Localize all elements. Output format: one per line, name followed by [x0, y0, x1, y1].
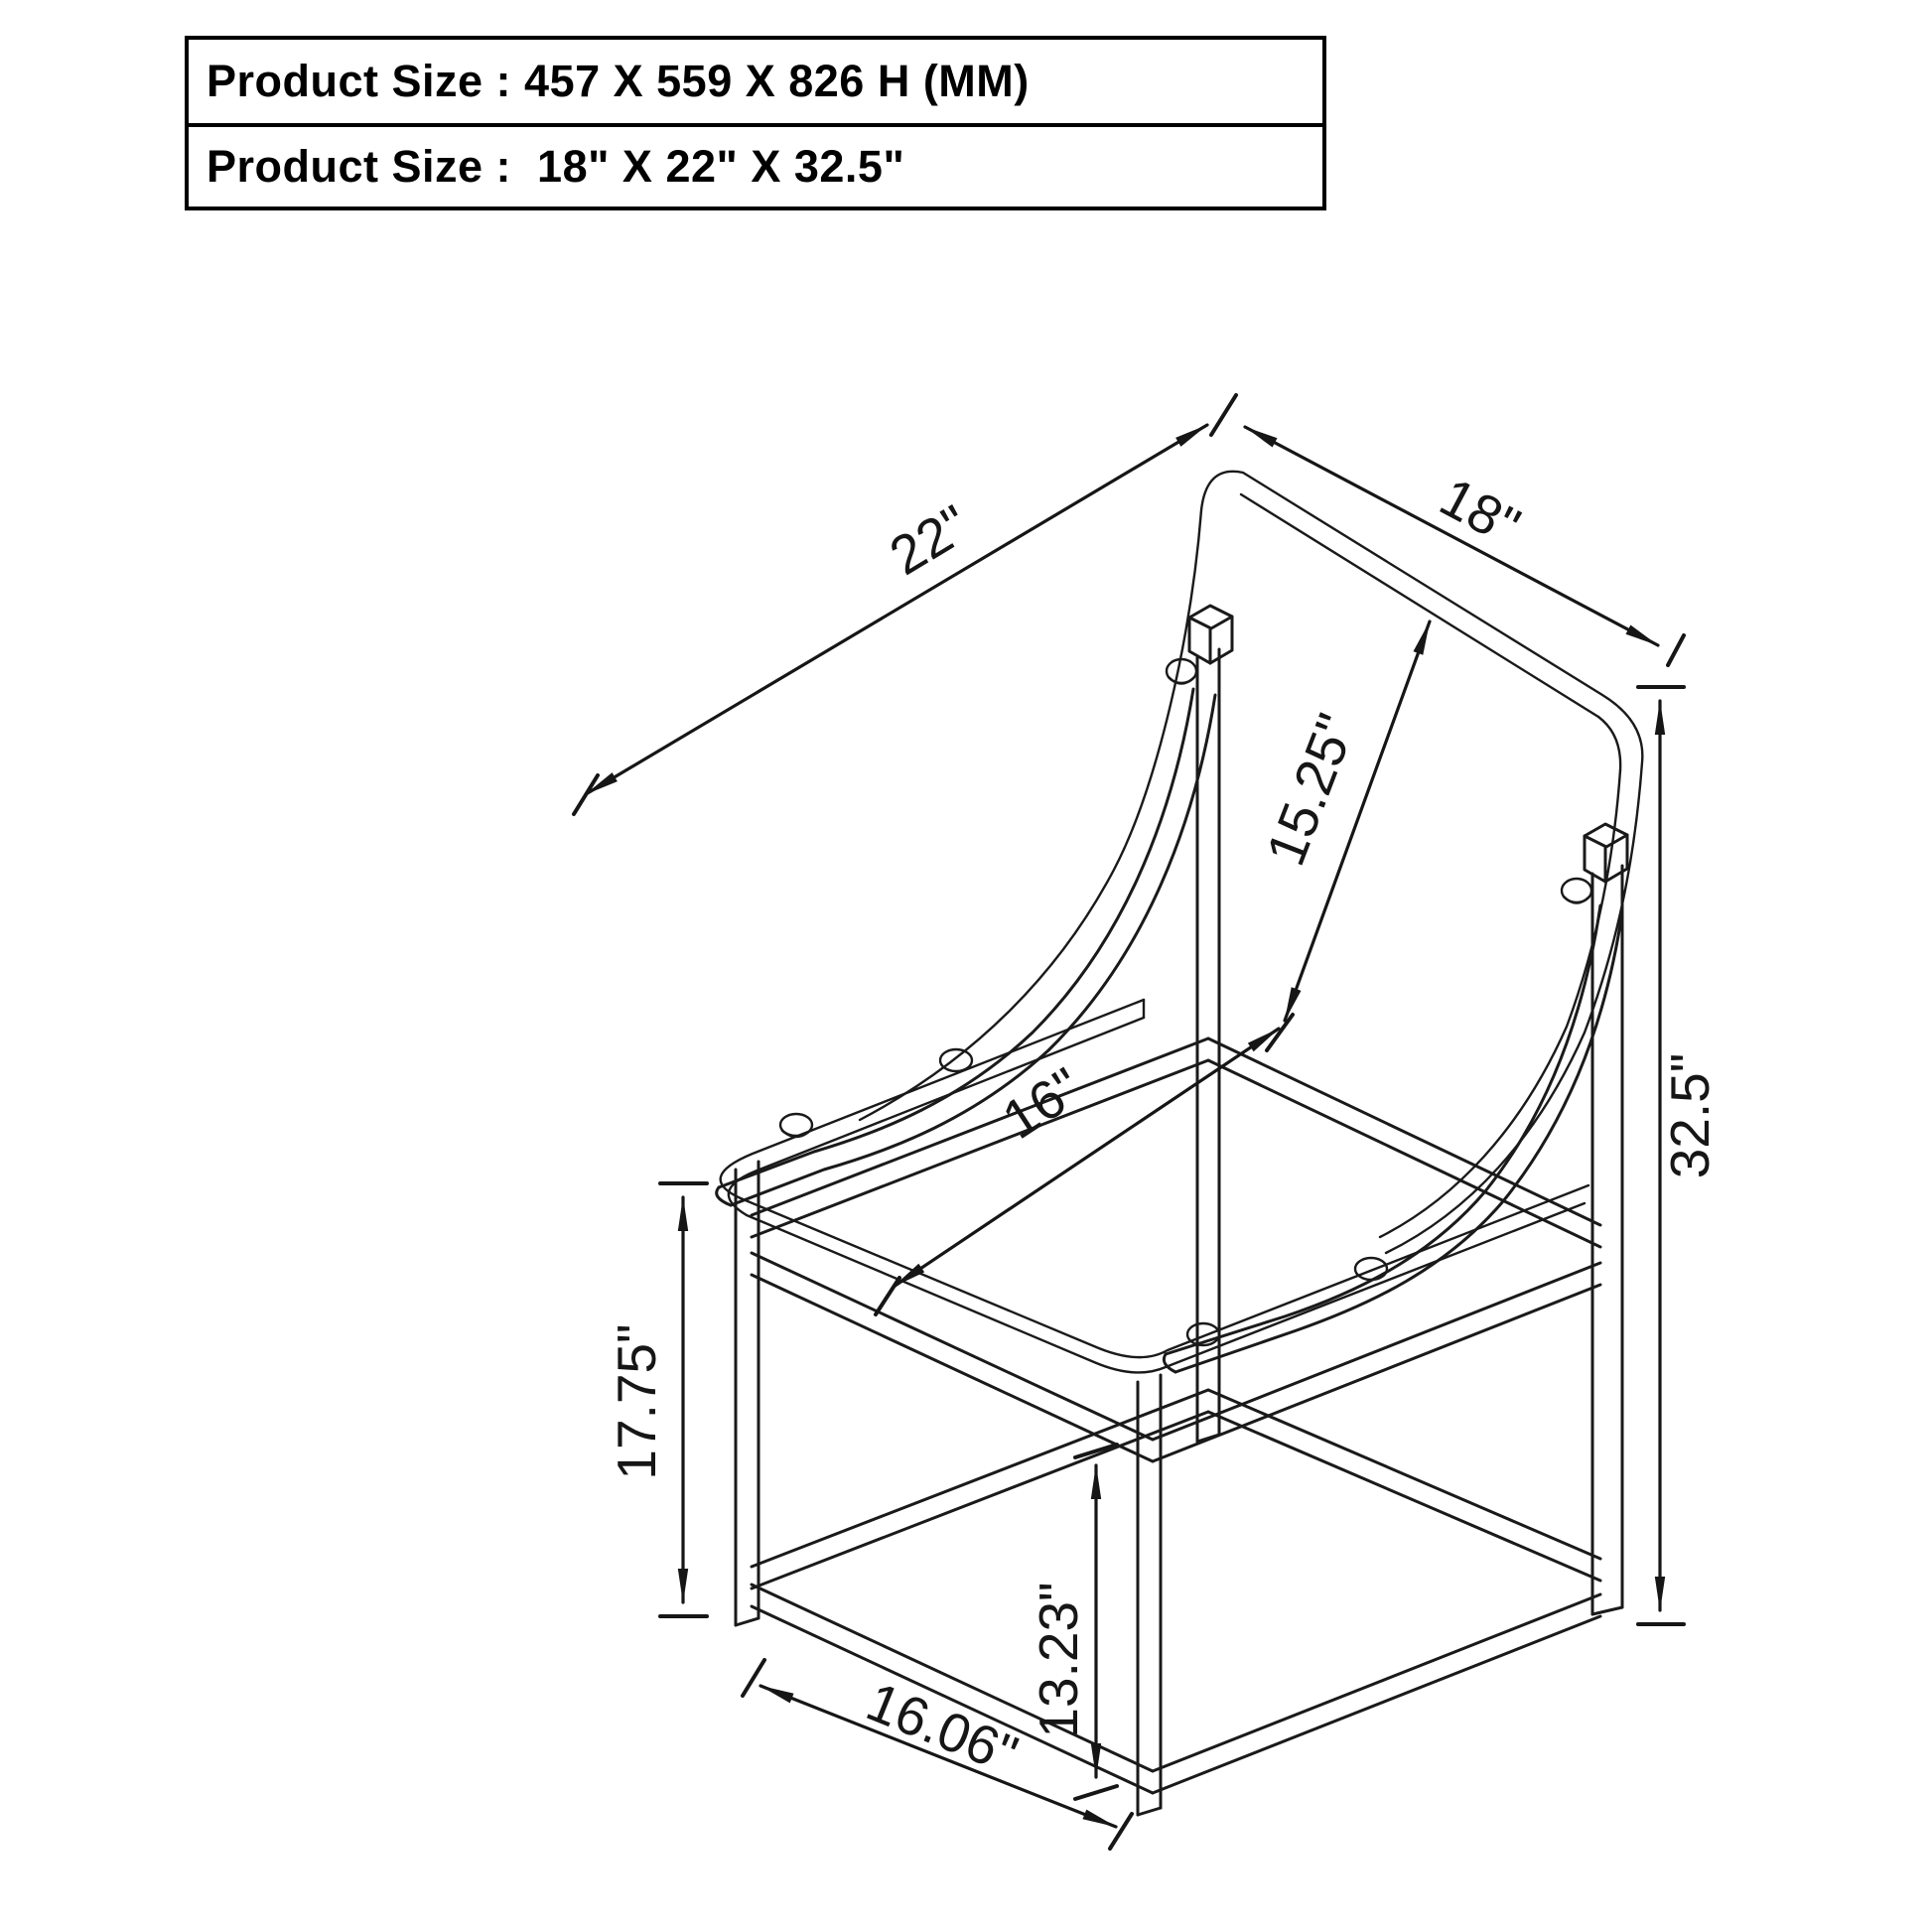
- dimension-label-stretcher-height: 13.23": [1028, 1582, 1089, 1738]
- product-size-mm-text: Product Size : 457 X 559 X 826 H (MM): [207, 56, 1030, 106]
- acrylic-seat-panel: [721, 1000, 1588, 1372]
- dimension-seat-height-17-75in: [606, 1183, 707, 1616]
- upper-frame-rails: [752, 1038, 1600, 1461]
- dimension-label-overall-height: 32.5": [1659, 1052, 1721, 1179]
- dimension-label-seat-depth: 16": [991, 1055, 1093, 1152]
- dimension-label-overall-width: 18": [1430, 465, 1531, 558]
- curved-side-rails: [717, 689, 1622, 1372]
- dimension-label-overall-depth: 22": [879, 492, 980, 588]
- product-size-inch-text: Product Size : 18" X 22" X 32.5": [207, 141, 905, 192]
- dimension-label-seat-height: 17.75": [606, 1323, 667, 1480]
- dimension-back-height-15-25in: [1254, 621, 1430, 1050]
- mounting-bolts: [780, 659, 1591, 1345]
- dimension-annotations: [574, 395, 1721, 1849]
- dimension-stretcher-height-13-23in: [1028, 1445, 1117, 1799]
- dimension-overall-depth-22in: [574, 395, 1236, 814]
- dimension-label-back-height: 15.25": [1254, 705, 1368, 874]
- chair-line-drawing: [717, 472, 1643, 1815]
- dimension-overall-height-32-5in: [1638, 687, 1721, 1624]
- dimension-label-base-depth: 16.06": [858, 1670, 1027, 1786]
- dimension-overall-width-18in: [1245, 427, 1684, 665]
